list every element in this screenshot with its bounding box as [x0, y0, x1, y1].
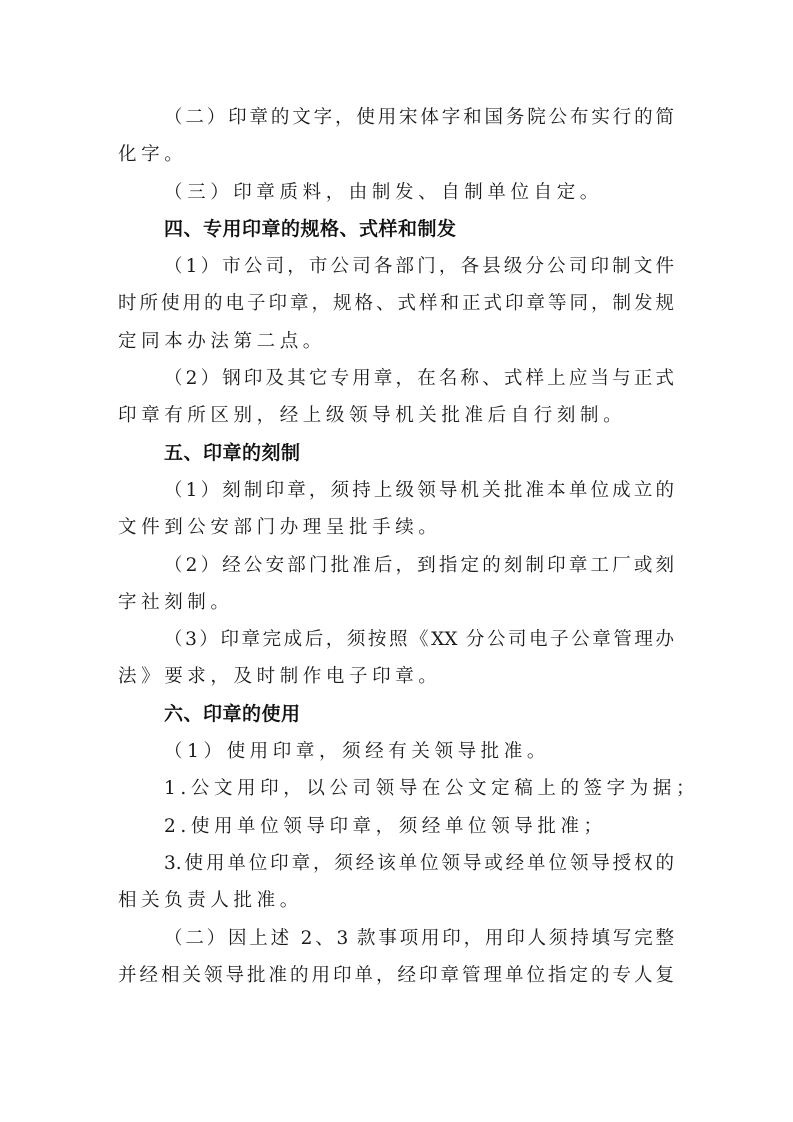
paragraph-usage-approval	[118, 733, 674, 770]
text-line: 字社刻制。	[118, 591, 234, 613]
paragraph-seal-material	[118, 174, 674, 211]
text-line: （1）市公司，市公司各部门，各县级分公司印制文件	[164, 256, 674, 278]
text-line: （1）刻制印章，须持上级领导机关批准本单位成立的	[164, 479, 674, 501]
paragraph-seal-form	[118, 920, 674, 995]
heading-text: 五、印章的刻制	[164, 441, 301, 464]
list-item-2	[118, 808, 674, 845]
heading-text: 四、专用印章的规格、式样和制发	[164, 217, 457, 240]
paragraph-steel-seal	[118, 360, 674, 435]
text-line: 并经相关领导批准的用印单，经印章管理单位指定的专人复	[118, 964, 674, 986]
text-line: 2.使用单位领导印章，须经单位领导批准；	[164, 815, 607, 837]
paragraph-electronic-production	[118, 621, 674, 696]
text-line: 印章有所区别，经上级领导机关批准后自行刻制。	[118, 405, 627, 427]
section-heading-4	[118, 211, 674, 248]
paragraph-electronic-seal	[118, 248, 674, 360]
text-line: （三）印章质料，由制发、自制单位自定。	[164, 181, 603, 203]
text-line: （2）经公安部门批准后，到指定的刻制印章工厂或刻	[164, 554, 674, 576]
document-body	[118, 99, 700, 994]
text-line: 法》要求，及时制作电子印章。	[118, 666, 442, 688]
text-line: （3）印章完成后，须按照《XX 分公司电子公章管理办	[164, 629, 674, 651]
heading-text: 六、印章的使用	[164, 702, 301, 725]
list-item-1	[118, 770, 700, 807]
text-line: （2）钢印及其它专用章，在名称、式样上应当与正式	[164, 368, 674, 390]
text-line: （二）印章的文字，使用宋体字和国务院公布实行的简	[164, 107, 674, 128]
paragraph-seal-text	[118, 99, 674, 174]
text-line: （二）因上述 2、3 款事项用印，用印人须持填写完整	[164, 927, 674, 949]
paragraph-engraving-approval	[118, 472, 674, 547]
section-heading-5	[118, 435, 674, 472]
text-line: 文件到公安部门办理呈批手续。	[118, 517, 442, 539]
paragraph-engraving-factory	[118, 547, 674, 622]
section-heading-6	[118, 696, 674, 733]
text-line: 定同本办法第二点。	[118, 330, 326, 352]
list-item-3	[118, 845, 674, 920]
text-line: 相关负责人批准。	[118, 890, 303, 912]
text-line: （1）使用印章，须经有关领导批准。	[164, 741, 550, 763]
text-line: 3.使用单位印章，须经该单位领导或经单位领导授权的	[164, 852, 674, 874]
text-line: 1.公文用印，以公司领导在公文定稿上的签字为据；	[164, 778, 700, 800]
text-line: 化字。	[118, 144, 188, 166]
text-line: 时所使用的电子印章，规格、式样和正式印章等同，制发规	[118, 293, 674, 315]
